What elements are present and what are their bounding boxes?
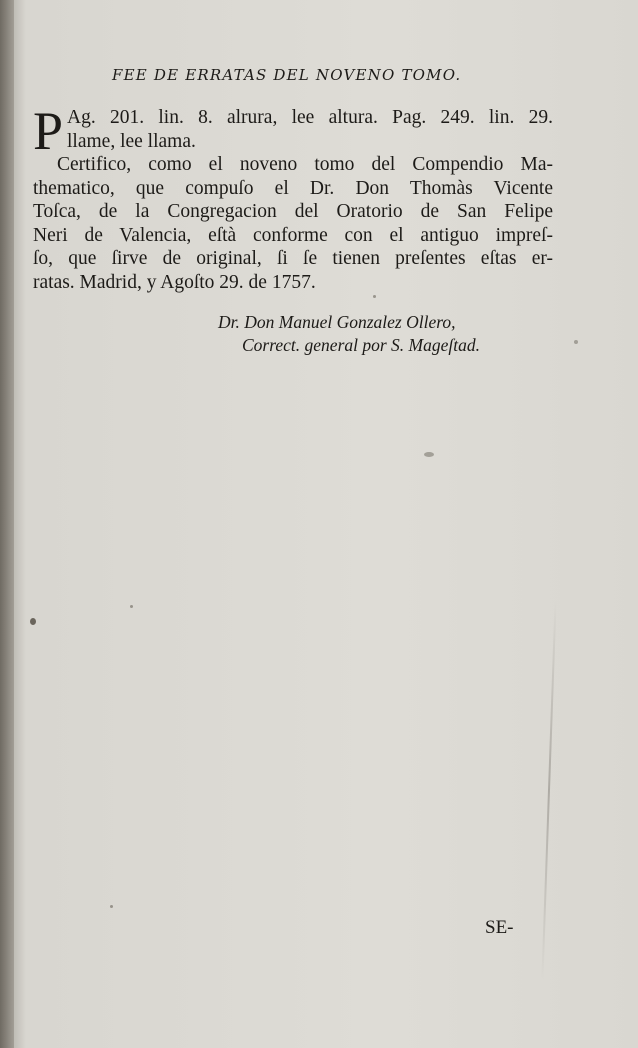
signatory-name: Dr. Don Manuel Gonzalez Ollero, — [218, 312, 456, 332]
certification-line-5: ſo, que ſirve de original, ſi ſe tienen preſentes eſtas er- — [33, 248, 553, 269]
errata-line-2: llame, lee llama. — [67, 130, 196, 152]
paper-crease — [541, 600, 556, 980]
body-text — [33, 101, 553, 294]
page-heading: FEE DE ERRATAS DEL NOVENO TOMO. — [112, 66, 462, 84]
certification-line-4: Neri de Valencia, eſtà conforme con el antiguo impreſ- — [33, 224, 553, 246]
paper-speck — [373, 295, 376, 298]
paper-speck — [424, 452, 434, 457]
certification-line-3: Toſca, de la Congregacion del Oratorio de San Felipe — [33, 201, 553, 222]
paper-speck — [110, 905, 113, 908]
certification-line-2: thematico, que compuſo el Dr. Don Thomàs Vicente — [33, 177, 553, 199]
errata-line-1: Ag. 201. lin. 8. alrura, lee altura. Pag. 249. lin. 29. — [67, 107, 553, 128]
catchword: SE- — [485, 917, 514, 938]
certification-line-1: Certifico, como el noveno tomo del Compendio Ma- — [57, 154, 553, 175]
paper-speck — [30, 618, 36, 625]
book-spine-shadow — [0, 0, 14, 1048]
drop-capital: P — [33, 101, 64, 161]
signatory-title: Correct. general por S. Mageſtad. — [242, 335, 481, 355]
paper-speck — [130, 605, 133, 608]
paper-speck — [574, 340, 578, 344]
certification-line-6: ratas. Madrid, y Agoſto 29. de 1757. — [33, 271, 316, 293]
